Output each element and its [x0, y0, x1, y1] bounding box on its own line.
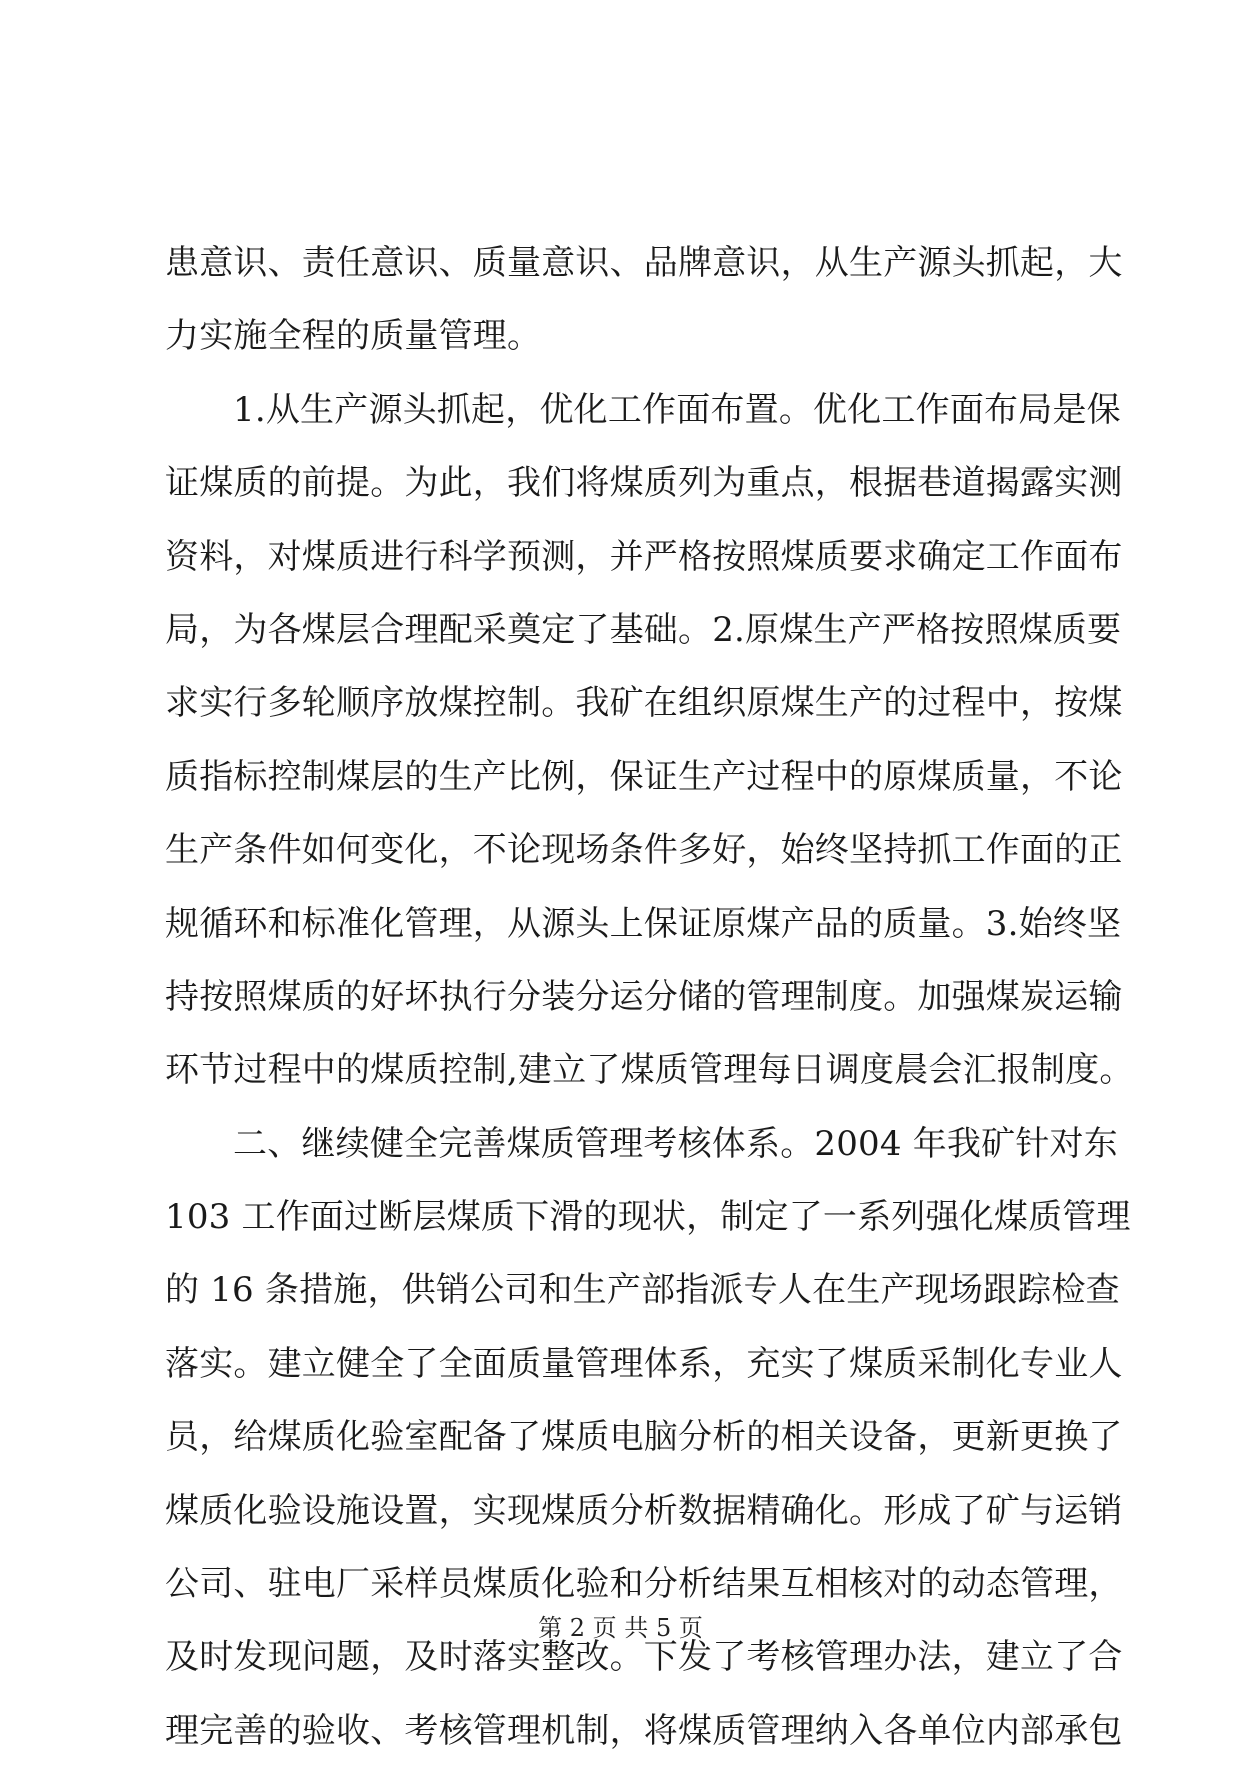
text-line: 持按照煤质的好坏执行分装分运分储的管理制度。加强煤炭运输	[165, 976, 1123, 1017]
text-line: 环节过程中的煤质控制,建立了煤质管理每日调度晨会汇报制度。	[165, 1050, 1134, 1091]
text-line: 煤质化验设施设置，实现煤质分析数据精确化。形成了矿与运销	[165, 1490, 1123, 1531]
text-line: 资料，对煤质进行科学预测，并严格按照煤质要求确定工作面布	[165, 536, 1123, 577]
text-line: 质指标控制煤层的生产比例，保证生产过程中的原煤质量，不论	[165, 756, 1123, 797]
text-line: 局，为各煤层合理配采奠定了基础。2.原煤生产严格按照煤质要	[165, 609, 1122, 650]
text-line: 103 工作面过断层煤质下滑的现状，制定了一系列强化煤质管理	[165, 1197, 1131, 1238]
text-line: 力实施全程的质量管理。	[165, 316, 542, 357]
text-line: 落实。建立健全了全面质量管理体系，充实了煤质采制化专业人	[165, 1343, 1123, 1384]
text-line: 证煤质的前提。为此，我们将煤质列为重点，根据巷道揭露实测	[165, 463, 1123, 504]
text-line: 理完善的验收、考核管理机制，将煤质管理纳入各单位内部承包	[165, 1710, 1123, 1751]
text-line: 求实行多轮顺序放煤控制。我矿在组织原煤生产的过程中，按煤	[165, 683, 1123, 724]
text-line: 二、继续健全完善煤质管理考核体系。2004 年我矿针对东	[233, 1123, 1118, 1164]
text-line: 生产条件如何变化，不论现场条件多好，始终坚持抓工作面的正	[165, 830, 1123, 871]
text-line: 及时发现问题，及时落实整改。下发了考核管理办法，建立了合	[165, 1637, 1123, 1678]
text-line: 规循环和标准化管理，从源头上保证原煤产品的质量。3.始终坚	[165, 903, 1122, 944]
page-footer: 第 2 页 共 5 页	[538, 1614, 703, 1642]
document-body	[165, 227, 1134, 1768]
text-line: 公司、驻电厂采样员煤质化验和分析结果互相核对的动态管理，	[165, 1564, 1123, 1605]
text-line: 1.从生产源头抓起，优化工作面布置。优化工作面布局是保	[233, 389, 1121, 430]
text-line: 的 16 条措施，供销公司和生产部指派专人在生产现场跟踪检查	[165, 1270, 1120, 1311]
text-line: 患意识、责任意识、质量意识、品牌意识，从生产源头抓起，大	[165, 243, 1123, 283]
text-line: 员，给煤质化验室配备了煤质电脑分析的相关设备，更新更换了	[165, 1417, 1123, 1458]
